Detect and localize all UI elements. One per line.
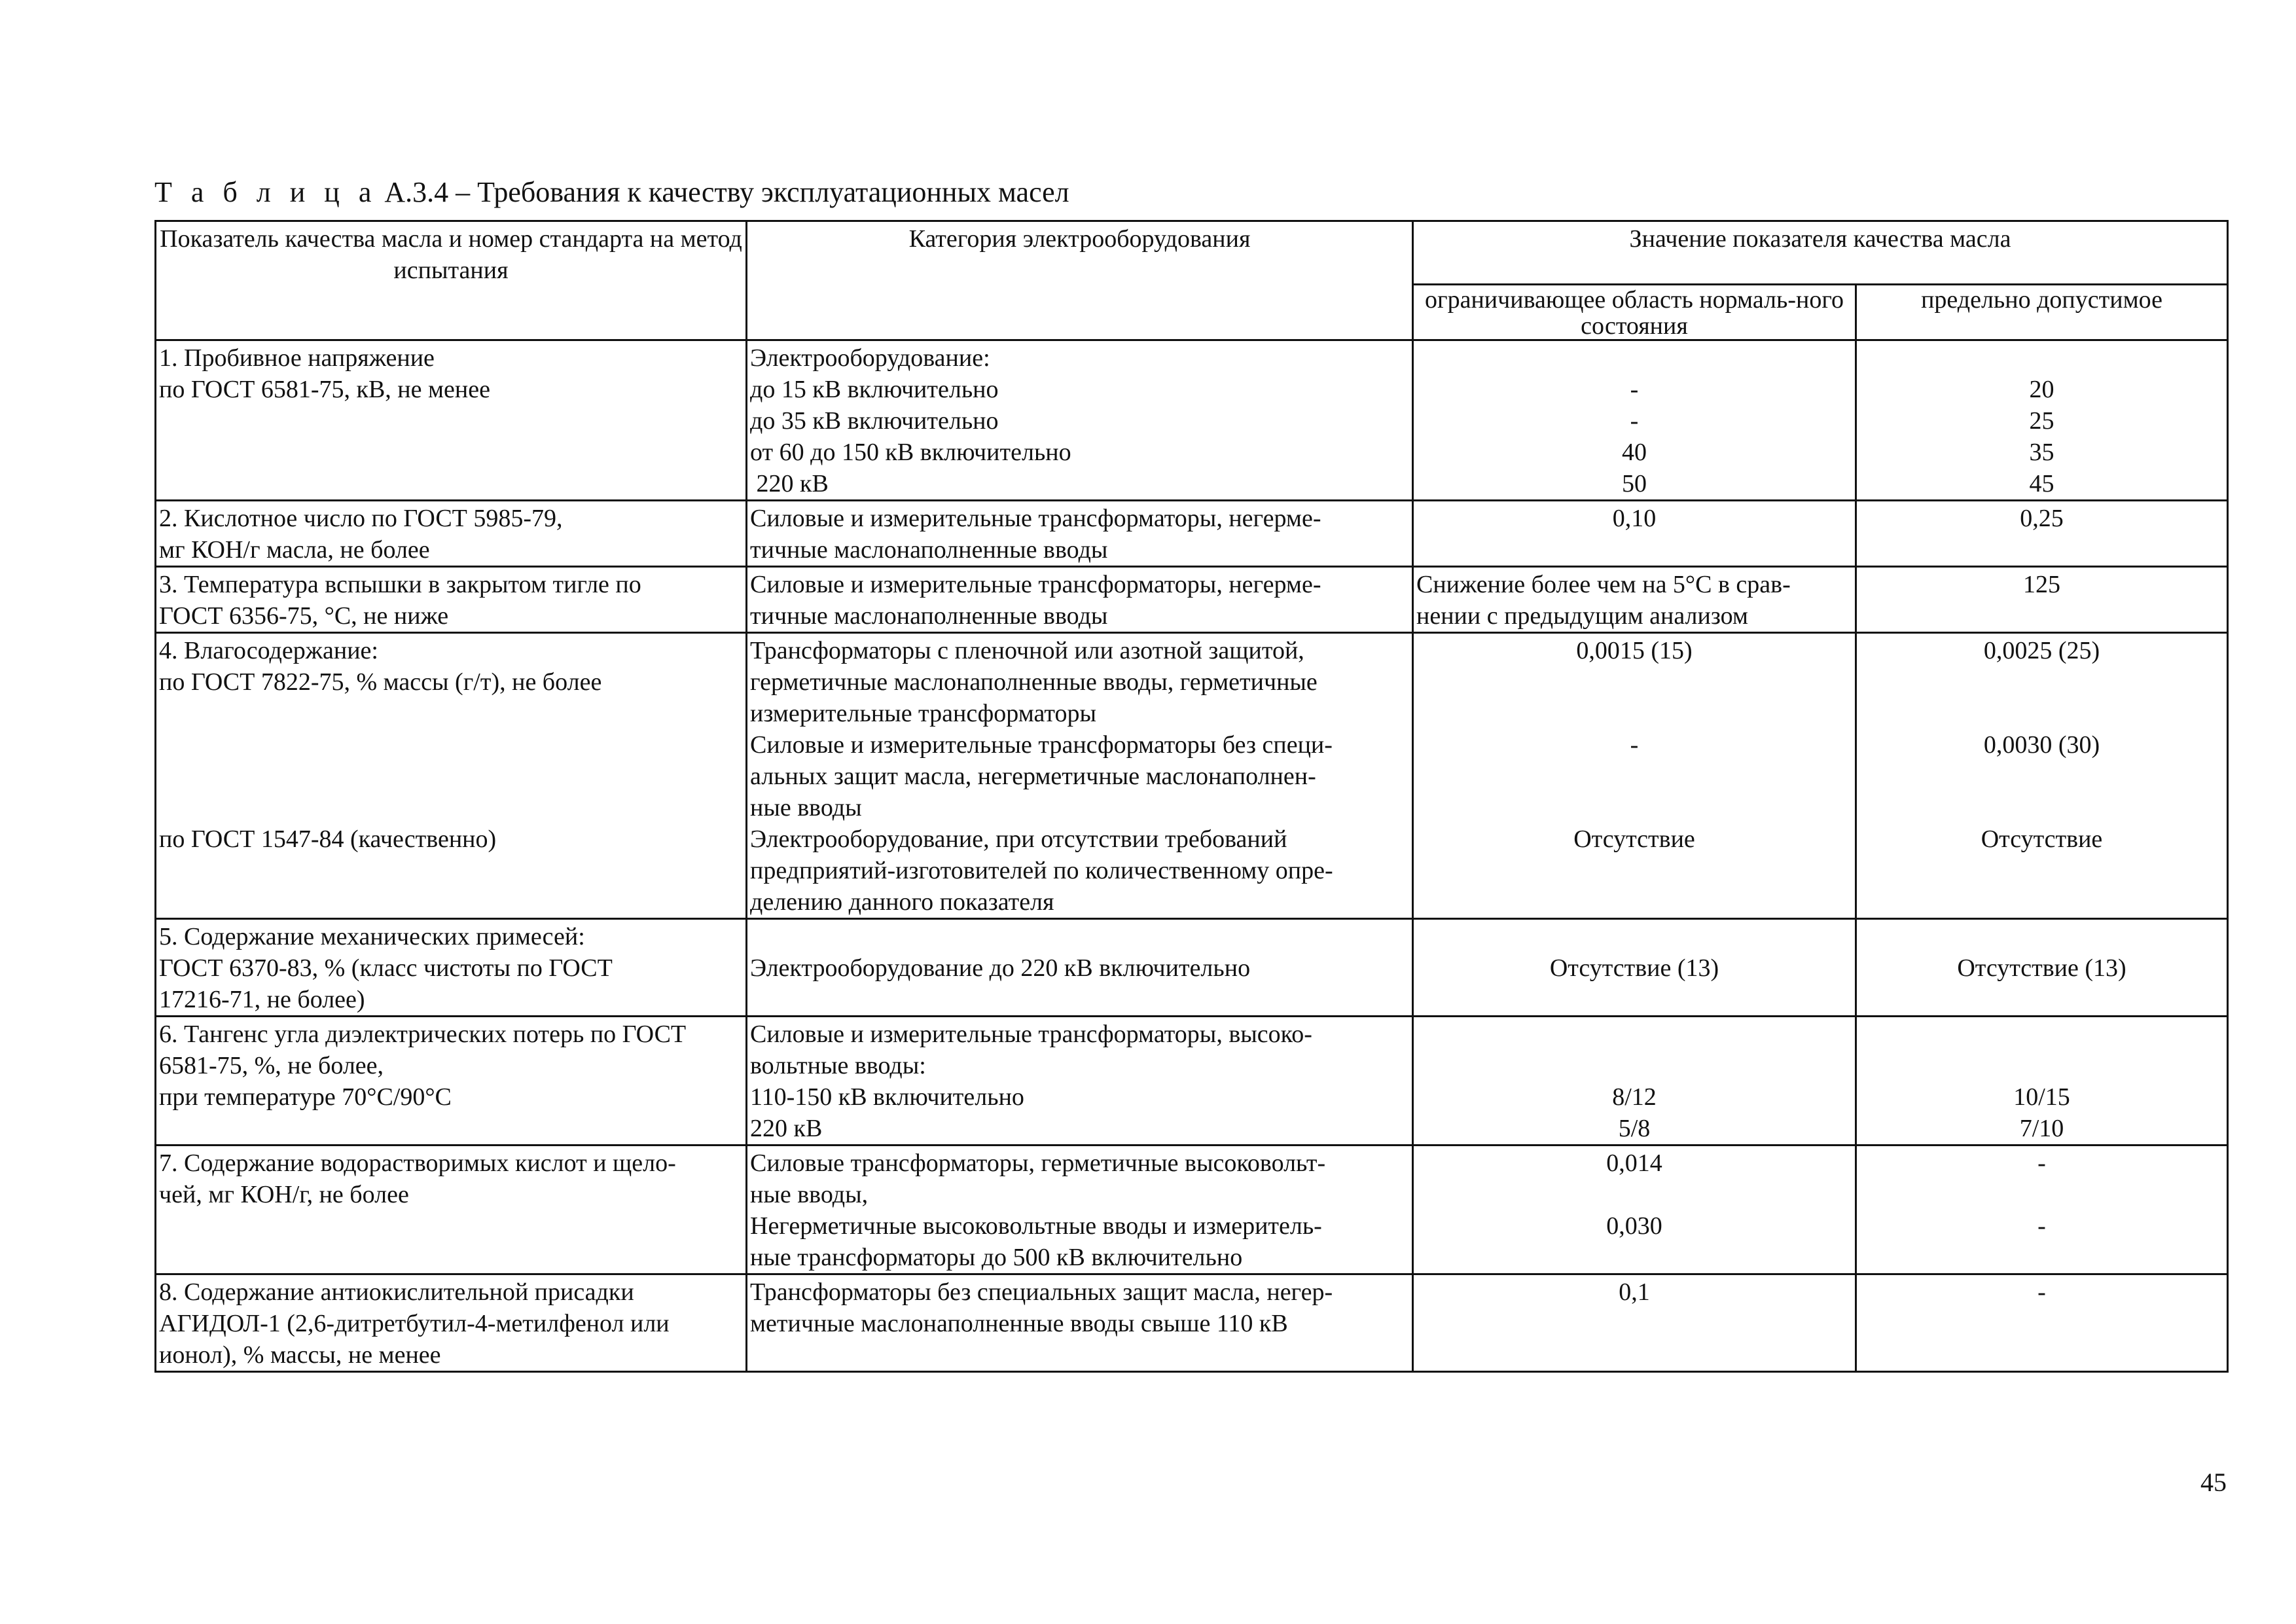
table-row [156,919,2228,1017]
cell-category: Силовые трансформаторы, герметичные высоковольт- ные вводы, Негерметичные высоковольтные вводы и измеритель- ные трансформаторы до 500 кВ включительно [747,1146,1413,1274]
page-number: 45 [2200,1468,2227,1497]
cell-normal: 0,014 0,030 [1413,1146,1856,1274]
cell-normal: - - 40 50 [1413,340,1856,501]
cell-indicator: 2. Кислотное число по ГОСТ 5985-79, мг КОН/г масла, не более [156,501,747,567]
table-row [156,501,2228,567]
cell-indicator: 3. Температура вспышки в закрытом тигле по ГОСТ 6356-75, °С, не ниже [156,567,747,633]
cell-normal: 0,0015 (15) - Отсутствие [1413,633,1856,919]
cell-category: Силовые и измерительные трансформаторы, высоко- вольтные вводы: 110-150 кВ включительно 220 кВ [747,1017,1413,1146]
cell-limit: 0,0025 (25) 0,0030 (30) Отсутствие [1856,633,2228,919]
header-value-group: Значение показателя качества масла [1413,221,2228,285]
header-indicator: Показатель качества масла и номер стандарта на метод испытания [156,221,747,340]
cell-category: Силовые и измерительные трансформаторы, негерме- тичные маслонаполненные вводы [747,567,1413,633]
cell-limit: - - [1856,1146,2228,1274]
table-row [156,1146,2228,1274]
cell-category: Трансформаторы без специальных защит масла, негер- метичные маслонаполненные вводы свыше 110 кВ [747,1274,1413,1372]
cell-normal: 0,10 [1413,501,1856,567]
cell-category: Электрооборудование: до 15 кВ включительно до 35 кВ включительно от 60 до 150 кВ включительно 220 кВ [747,340,1413,501]
cell-indicator: 4. Влагосодержание: по ГОСТ 7822-75, % массы (г/т), не более по ГОСТ 1547-84 (качественно) [156,633,747,919]
header-category: Категория электрооборудования [747,221,1413,340]
cell-indicator: 6. Тангенс угла диэлектрических потерь по ГОСТ 6581-75, %, не более, при температуре 70°С/90°С [156,1017,747,1146]
cell-indicator: 1. Пробивное напряжение по ГОСТ 6581-75, кВ, не менее [156,340,747,501]
table-row [156,340,2228,501]
cell-normal: 0,1 [1413,1274,1856,1372]
cell-indicator: 5. Содержание механических примесей: ГОСТ 6370-83, % (класс чистоты по ГОСТ 17216-71, не более) [156,919,747,1017]
cell-category: Силовые и измерительные трансформаторы, негерме- тичные маслонаполненные вводы [747,501,1413,567]
cell-limit: Отсутствие (13) [1856,919,2228,1017]
oil-quality-table [154,220,2229,1373]
table-caption [154,174,1069,211]
table-header-row [156,221,2228,285]
table-row [156,1017,2228,1146]
table-row [156,1274,2228,1372]
cell-limit: 20 25 35 45 [1856,340,2228,501]
cell-limit: 125 [1856,567,2228,633]
header-max-allowed: предельно допустимое [1856,285,2228,340]
cell-normal: 8/12 5/8 [1413,1017,1856,1146]
cell-limit: 0,25 [1856,501,2228,567]
cell-normal: Снижение более чем на 5°С в срав- нении с предыдущим анализом [1413,567,1856,633]
cell-limit: 10/15 7/10 [1856,1017,2228,1146]
table-row [156,567,2228,633]
table-row [156,633,2228,919]
table-caption-text: А.3.4 – Требования к качеству эксплуатационных масел [377,176,1069,208]
cell-indicator: 8. Содержание антиокислительной присадки АГИДОЛ-1 (2,6-дитретбутил-4-метилфенол или ионол), % массы, не менее [156,1274,747,1372]
cell-normal: Отсутствие (13) [1413,919,1856,1017]
table-caption-prefix: Т а б л и ц а [154,176,378,208]
cell-category: Трансформаторы с пленочной или азотной защитой, герметичные маслонаполненные вводы, герметичные измерительные трансформаторы Силовые и измерительные трансформаторы без специ- альных защит масла, негерметичные маслонаполнен- ные вводы Электрооборудование, при отсутствии требований предприятий-изготовителей по количественному опре- делению данного показателя [747,633,1413,919]
cell-limit: - [1856,1274,2228,1372]
cell-category: Электрооборудование до 220 кВ включительно [747,919,1413,1017]
cell-indicator: 7. Содержание водорастворимых кислот и щело- чей, мг КОН/г, не более [156,1146,747,1274]
header-normal-limit: ограничивающее область нормаль-ного состояния [1413,285,1856,340]
